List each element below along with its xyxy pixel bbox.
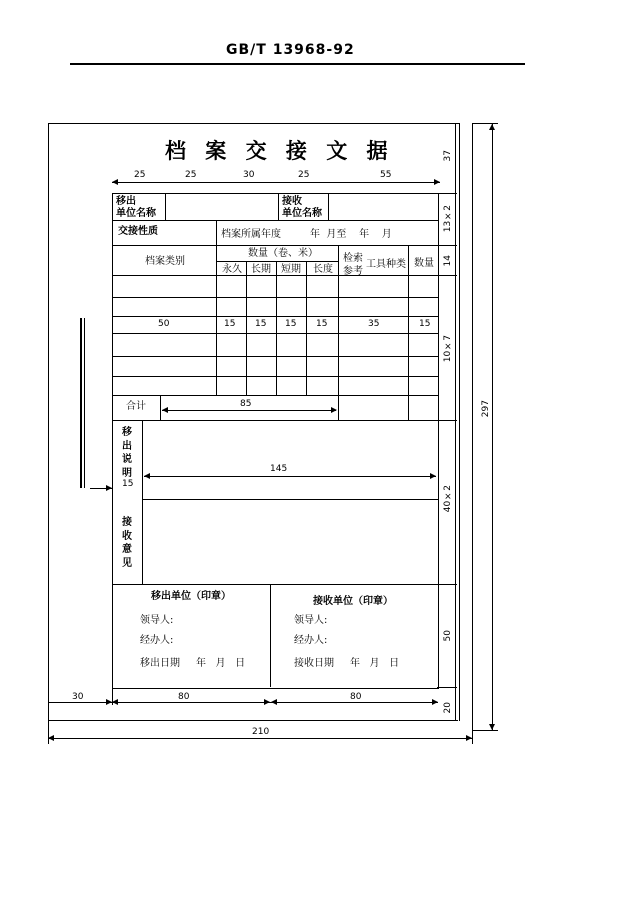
quantity-header: 数量（卷、米） [248,248,318,259]
dim-mid-5: 15 [316,319,328,329]
receive-handler-label: 经办人: [294,635,328,646]
dim-top-5: 55 [380,170,392,180]
transfer-handler-label: 经办人: [140,635,174,646]
dim-right-4: 10×7 [443,335,453,363]
dim-mid-3: 15 [255,319,267,329]
transfer-seal-label: 移出单位（印章） [151,591,231,602]
dim-sign-left: 80 [178,692,190,702]
receive-seal-label: 接收单位（印章） [313,596,393,607]
transfer-leader-label: 领导人: [140,615,174,626]
count-header: 数量 [414,258,434,269]
dim-right-2: 13×2 [443,205,453,233]
binding-mark [84,318,85,488]
transfer-date-label: 移出日期 [140,658,180,669]
dim-top-3: 30 [243,170,255,180]
table-row [112,356,438,357]
permanent-header: 永久 [222,264,242,275]
table-row [112,316,438,317]
archive-year-label: 档案所属年度 [221,229,281,240]
category-header: 档案类别 [145,256,185,267]
binding-mark [80,318,82,488]
receive-opinion-label: 接 收 意 见 [122,517,132,569]
long-term-header: 长期 [251,264,271,275]
transfer-nature-label: 交接性质 [118,226,158,237]
receive-date: 年 月 日 [350,658,400,669]
form-title: 档 案 交 接 文 据 [165,138,394,163]
dim-right-1: 37 [443,150,453,162]
total-label: 合计 [126,401,146,412]
dim-top-2: 25 [185,170,197,180]
receive-date-label: 接收日期 [294,658,334,669]
table-row [112,333,438,334]
dim-page-height: 297 [481,400,491,418]
dim-left-margin: 15 [122,479,134,489]
dim-top-1: 25 [134,170,146,180]
dim-page-left: 30 [72,692,84,702]
header-rule [70,63,525,65]
retrieval-header: 检索 参考 [343,253,363,277]
dim-mid-6: 35 [368,319,380,329]
dim-mid-7: 15 [419,319,431,329]
dim-mid-2: 15 [224,319,236,329]
dim-right-3: 14 [443,255,453,267]
tool-type-header: 工具种类 [366,259,406,270]
year-range: 年 月至 年 月 [310,229,392,240]
transfer-unit-label: 移出 单位名称 [116,196,156,219]
length-header: 长度 [313,264,333,275]
receive-unit-label: 接收 单位名称 [282,196,322,219]
standard-code: GB/T 13968-92 [226,42,355,58]
dim-total-width: 85 [240,399,252,409]
dim-right-5: 40×2 [443,485,453,513]
table-row [112,376,438,377]
dim-mid-1: 50 [158,319,170,329]
dim-top-4: 25 [298,170,310,180]
dim-page-width: 210 [252,727,270,737]
dim-mid-4: 15 [285,319,297,329]
table-row [112,297,438,298]
dim-right-6: 50 [443,630,453,642]
transfer-date: 年 月 日 [196,658,246,669]
dim-note-width: 145 [270,464,288,474]
receive-leader-label: 领导人: [294,615,328,626]
transfer-note-label: 移 出 说 明 [122,427,132,479]
dim-right-7: 20 [443,702,453,714]
short-term-header: 短期 [281,264,301,275]
dim-sign-right: 80 [350,692,362,702]
